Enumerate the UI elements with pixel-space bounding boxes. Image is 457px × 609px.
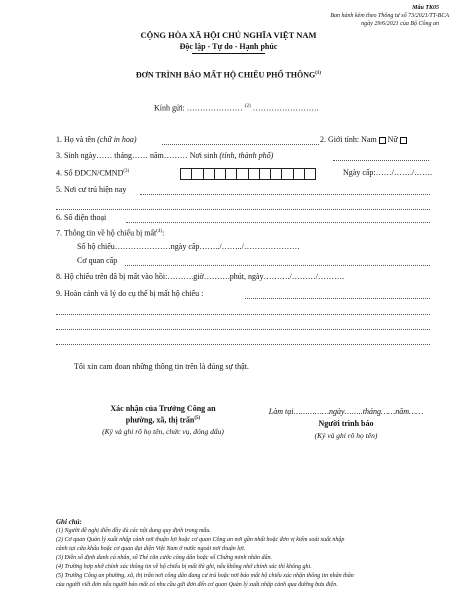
republic-heading: CỘNG HÒA XÃ HỘI CHỦ NGHĨA VIỆT NAM xyxy=(140,30,317,40)
circumstance-line-2[interactable] xyxy=(56,313,430,315)
title-footnote: (1) xyxy=(315,71,322,76)
form-title-text: ĐƠN TRÌNH BÁO MẤT HỘ CHIẾU PHỔ THÔNG xyxy=(135,70,316,80)
issuing-agency-label: Cơ quan cấp xyxy=(77,256,118,265)
salutation-label: Kính gửi: xyxy=(154,103,185,113)
field-5-label: 5. Nơi cư trú hiện nay xyxy=(56,185,127,194)
id-box-cell[interactable] xyxy=(304,168,316,180)
field-3-text: 3. Sinh ngày…… tháng…… năm……… Nơi sinh xyxy=(56,151,218,160)
field-7-text: 7. Thông tin về hộ chiếu bị mất xyxy=(56,228,157,238)
issued-line-1: Ban hành kèm theo Thông tư số 73/2021/TT-BCA xyxy=(330,13,449,19)
id-number-boxes[interactable] xyxy=(180,168,315,180)
field-8-label: 8. Hộ chiếu trên đã bị mất vào hồi:……….giờ……….phút, ngày………./………/………. xyxy=(56,272,344,281)
left-sign-line-2-text: phường, xã, thị trấn xyxy=(125,415,195,425)
note-item: cảnh tại cửa khẩu hoặc cơ quan đại diện Việt Nam ở nước ngoài nơi thuận lợi. xyxy=(56,546,246,552)
field-6-label: 6. Số điện thoại xyxy=(56,213,107,222)
issuing-agency-input[interactable] xyxy=(125,264,430,266)
phone-input[interactable] xyxy=(126,221,430,223)
field-3-label xyxy=(56,152,273,160)
note-item: (2) Cơ quan Quản lý xuất nhập cảnh nơi thuận lợi hoặc cơ quan Công an nơi gần nhất hoặc đơn vị kiểm soát xuất nhập xyxy=(56,537,345,543)
form-code: Mẫu TK05 xyxy=(412,5,439,11)
issued-line-2: ngày 29/6/2021 của Bộ Công an xyxy=(361,21,439,27)
form-title xyxy=(0,71,457,80)
note-item: của người viết đơn nếu người báo mất có nhu cầu gửi đơn đến cơ quan Quản lý xuất nhập cảnh qua đường bưu điện. xyxy=(56,582,338,588)
right-sign-role: Người trình báo xyxy=(318,419,374,428)
field-4-label xyxy=(56,169,129,178)
note-item: (3) Điền số định danh cá nhân, số Thẻ căn cước công dân hoặc số Chứng minh nhân dân. xyxy=(56,555,273,561)
circumstance-input[interactable] xyxy=(245,297,430,299)
left-sign-line-1: Xác nhận của Trưởng Công an xyxy=(110,404,216,413)
motto: Độc lập - Tự do - Hạnh phúc xyxy=(179,42,278,51)
field-1-hint: (chữ in hoa) xyxy=(97,135,137,144)
salutation-dots-2: ……………………. xyxy=(252,103,319,113)
id-issue-date: Ngày cấp:……/……./……. xyxy=(343,168,433,177)
field-1-text: 1. Họ và tên xyxy=(56,135,96,144)
passport-number-line: Số hộ chiếu…………………ngày cấp……../……../………………… xyxy=(77,242,300,251)
circumstance-line-4[interactable] xyxy=(56,343,430,345)
left-sign-hint: (Ký và ghi rõ họ tên, chức vụ, đóng dấu) xyxy=(102,427,224,436)
salutation xyxy=(154,104,319,113)
field-7-label: 7. Thông tin về hộ chiếu bị mất$^{(4)}$: xyxy=(56,228,165,238)
motto-underline xyxy=(192,53,265,54)
notes-heading: Ghi chú: xyxy=(56,518,82,526)
left-sign-footnote: (5) xyxy=(194,416,201,421)
right-sign-hint: (Ký và ghi rõ họ tên) xyxy=(314,431,378,440)
left-sign-line-2 xyxy=(78,416,248,425)
note-item: (5) Trưởng Công an phường, xã, thị trấn nơi công dân đang cư trú hoặc nơi báo mất hộ chiếu xác nhận thông tin nhân thân xyxy=(56,573,354,579)
salutation-dots: ………………… xyxy=(186,103,243,113)
circumstance-line-3[interactable] xyxy=(56,328,430,330)
field-3-hint: (tỉnh, thành phố) xyxy=(219,151,274,160)
female-checkbox[interactable] xyxy=(400,137,407,144)
salutation-footnote: (2) xyxy=(244,104,251,109)
field-4-text: 4. Số ĐDCN/CMND xyxy=(56,168,124,178)
birthplace-input[interactable] xyxy=(333,159,429,161)
commitment-statement: Tôi xin cam đoan những thông tin trên là đúng sự thật. xyxy=(74,362,249,371)
name-input[interactable] xyxy=(162,143,319,145)
field-1-label xyxy=(56,136,137,144)
right-sign-date: Làm tại……………ngày……..tháng……năm…… xyxy=(268,407,424,416)
field-7-footnote: (4) xyxy=(156,229,163,234)
residence-input[interactable] xyxy=(140,193,430,195)
female-label: Nữ xyxy=(387,135,398,144)
note-item: (4) Trường hợp nhớ chính xác thông tin về hộ chiếu bị mất thì ghi, nếu không nhớ chính xác thì không ghi. xyxy=(56,564,312,570)
note-item: (1) Người đề nghị điền đầy đủ các nội dung quy định trong mẫu. xyxy=(56,528,211,534)
male-checkbox[interactable] xyxy=(379,137,386,144)
gender-field xyxy=(320,136,407,144)
field-4-footnote: (3) xyxy=(123,169,130,174)
gender-label: 2. Giới tính: Nam xyxy=(320,135,377,144)
field-9-label: 9. Hoàn cảnh và lý do cụ thể bị mất hộ chiếu : xyxy=(56,289,204,298)
residence-input-line-2[interactable] xyxy=(56,208,430,210)
